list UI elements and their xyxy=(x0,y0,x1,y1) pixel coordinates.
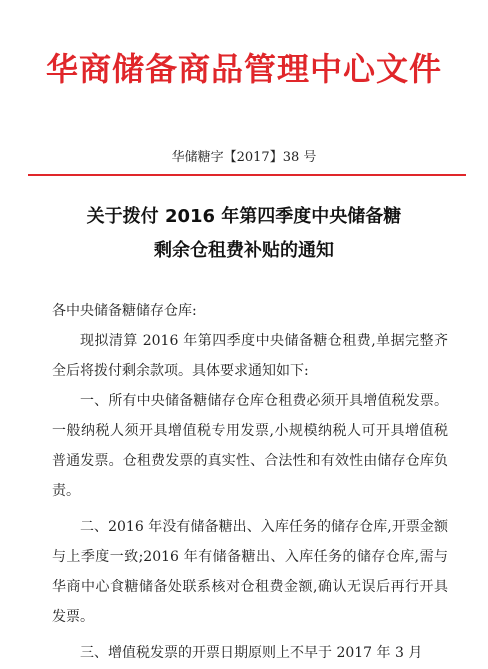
notice-title-line-1: 关于拨付 2016 年第四季度中央储备糖 xyxy=(86,206,402,227)
notice-body xyxy=(52,296,448,668)
red-divider-line xyxy=(28,174,466,176)
document-number: 华储糖字【2017】38 号 xyxy=(171,150,317,165)
document-header-title: 华商储备商品管理中心文件 xyxy=(45,50,442,88)
body-paragraph-3: 三、增值税发票的开票日期原则上不早于 2017 年 3 月 xyxy=(80,645,423,661)
body-paragraph-intro: 现拟清算 2016 年第四季度中央储备糖仓租费,单据完整齐全后将拨付剩余款项。具体要求通知如下: xyxy=(52,333,448,379)
body-paragraph-1: 一、所有中央储备糖储存仓库仓租费必须开具增值税发票。一般纳税人须开具增值税专用发票,小规模纳税人可开具增值税普通发票。仓租费发票的真实性、合法性和有效性由储存仓库负责。 xyxy=(52,393,448,499)
notice-title-line-2: 剩余仓租费补贴的通知 xyxy=(154,240,334,261)
addressee: 各中央储备糖储存仓库: xyxy=(52,303,197,319)
body-paragraph-2: 二、2016 年没有储备糖出、入库任务的储存仓库,开票金额与上季度一致;2016 年有储备糖出、入库任务的储存仓库,需与华商中心食糖储备处联系核对仓租费金额,确认无误后再行开具发票。 xyxy=(52,519,448,625)
notice-title xyxy=(0,200,488,268)
